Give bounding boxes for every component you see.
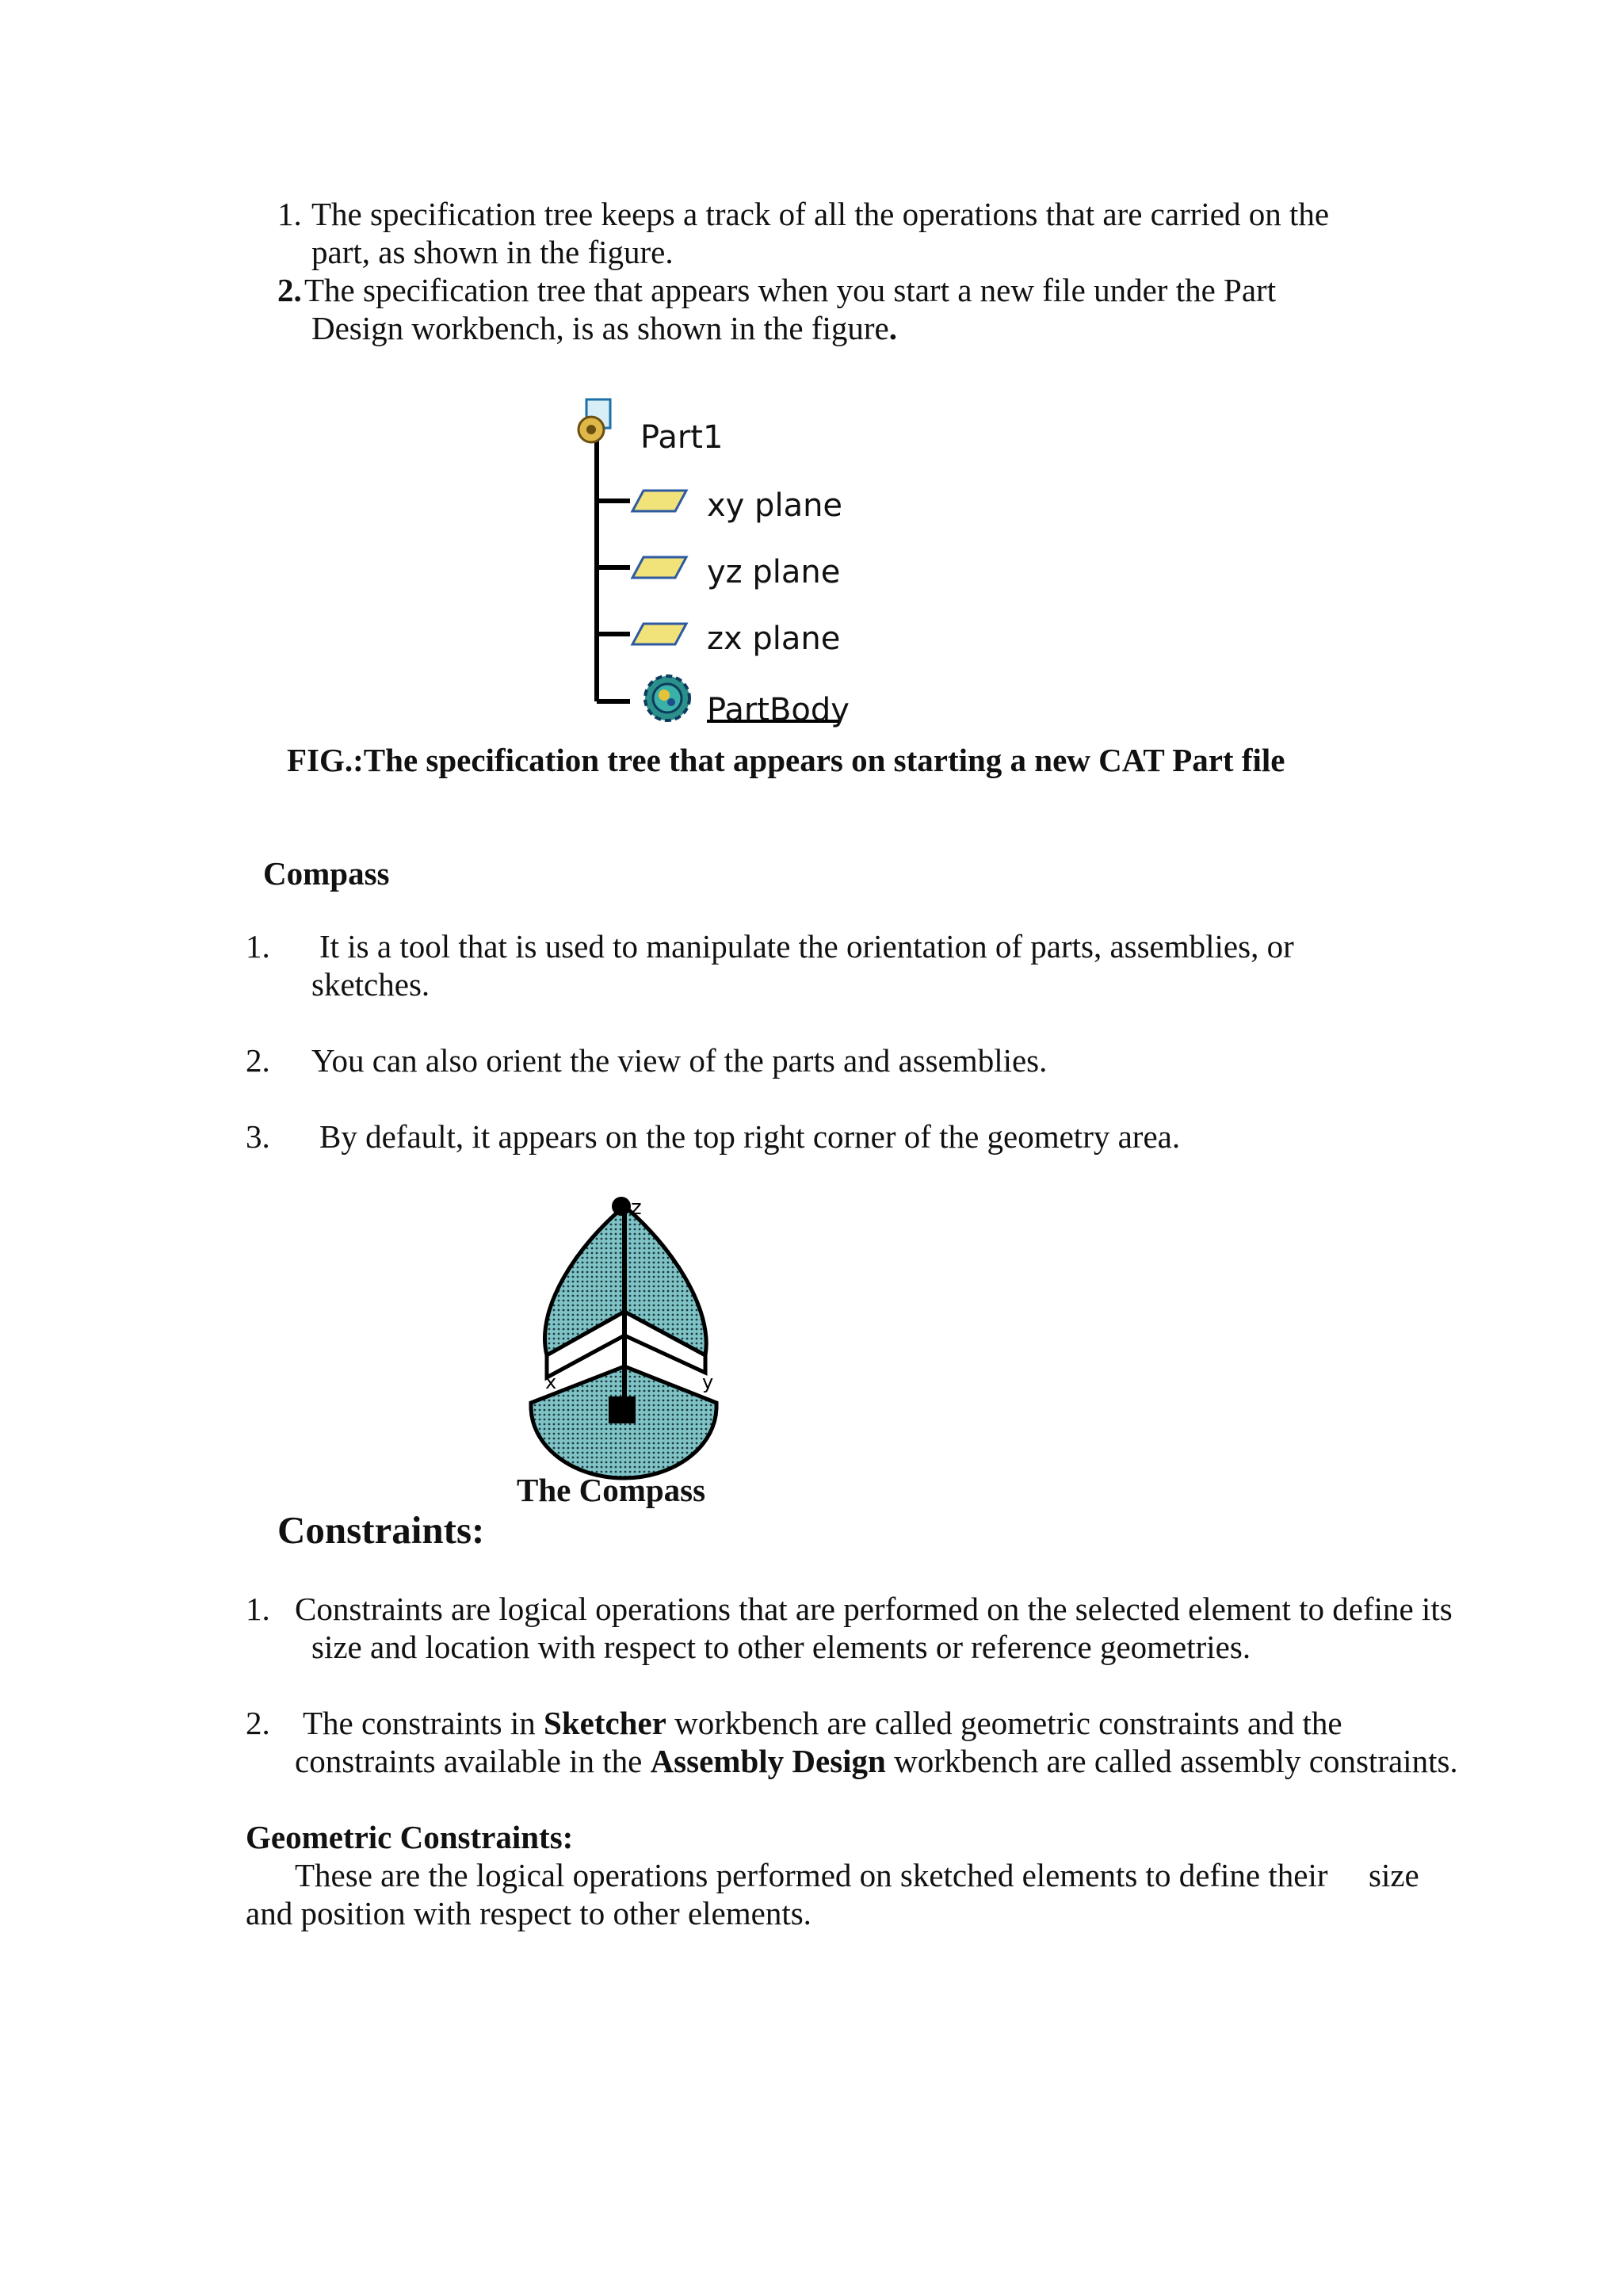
geometric-line-1: These are the logical operations performed on sketched elements to define their — [295, 1857, 1328, 1893]
xy-plane-icon — [632, 491, 686, 511]
intro-item-2-line-1: The specification tree that appears when you start a new file under the Part — [304, 272, 1277, 308]
constraints-heading: Constraints: — [277, 1508, 485, 1552]
tree-root-label: Part1 — [640, 419, 724, 456]
compass-top-knob — [612, 1197, 631, 1216]
intro-item-1-line-2: part, as shown in the figure. — [311, 234, 674, 270]
constraints-item-2-line-2: constraints available in the Assembly Design workbench are called assembly constraints. — [295, 1743, 1458, 1779]
compass-item-3-number: 3. — [246, 1118, 270, 1155]
constraints-item-2-number: 2. — [246, 1705, 270, 1741]
tree-figure-caption: FIG.:The specification tree that appears on starting a new CAT Part file — [287, 742, 1285, 778]
tree-item-xy-plane: xy plane — [707, 487, 843, 524]
constraints-item-1-line-1: Constraints are logical operations that are performed on the selected element to define its — [295, 1591, 1453, 1627]
tree-item-zx-plane: zx plane — [707, 621, 841, 657]
geometric-line-2: and position with respect to other elements. — [246, 1895, 812, 1931]
compass-item-1-number: 1. — [246, 928, 270, 965]
compass-item-1-line-1: It is a tool that is used to manipulate the orientation of parts, assemblies, or — [319, 928, 1294, 965]
compass-caption: The Compass — [517, 1472, 706, 1508]
tree-item-yz-plane: yz plane — [707, 554, 841, 590]
compass-item-1-line-2: sketches. — [311, 966, 430, 1003]
yz-plane-icon — [632, 557, 686, 578]
compass-item-2-line-1: You can also orient the view of the parts and assemblies. — [311, 1042, 1048, 1079]
compass-center-square — [609, 1396, 636, 1423]
constraints-item-1-number: 1. — [246, 1591, 270, 1627]
intro-item-2-number: 2. — [277, 272, 302, 308]
intro-item-1-line-1: The specification tree keeps a track of all the operations that are carried on the — [311, 196, 1330, 232]
constraints-item-1-line-2: size and location with respect to other elements or reference geometries. — [311, 1629, 1251, 1665]
compass-axis-x-label: x — [545, 1371, 557, 1393]
geometric-constraints-heading: Geometric Constraints: — [246, 1819, 574, 1855]
compass-item-3-line-1: By default, it appears on the top right corner of the geometry area. — [319, 1118, 1181, 1155]
tree-item-partbody: PartBody — [707, 692, 850, 728]
compass-axis-y-label: y — [702, 1371, 714, 1393]
partbody-gear-icon — [645, 676, 689, 720]
compass-axis-z-label: z — [631, 1196, 642, 1220]
intro-item-1-number: 1. — [277, 196, 302, 232]
geometric-line-1-end: size — [1369, 1857, 1419, 1893]
compass-heading: Compass — [263, 855, 390, 892]
compass-item-2-number: 2. — [246, 1042, 270, 1079]
compass-graphic — [523, 1189, 729, 1474]
constraints-item-2-line-1: The constraints in Sketcher workbench are called geometric constraints and the — [303, 1705, 1342, 1741]
zx-plane-icon — [632, 624, 686, 644]
part-document-icon — [579, 399, 610, 442]
intro-item-2-line-2: Design workbench, is as shown in the figure. — [311, 310, 898, 346]
